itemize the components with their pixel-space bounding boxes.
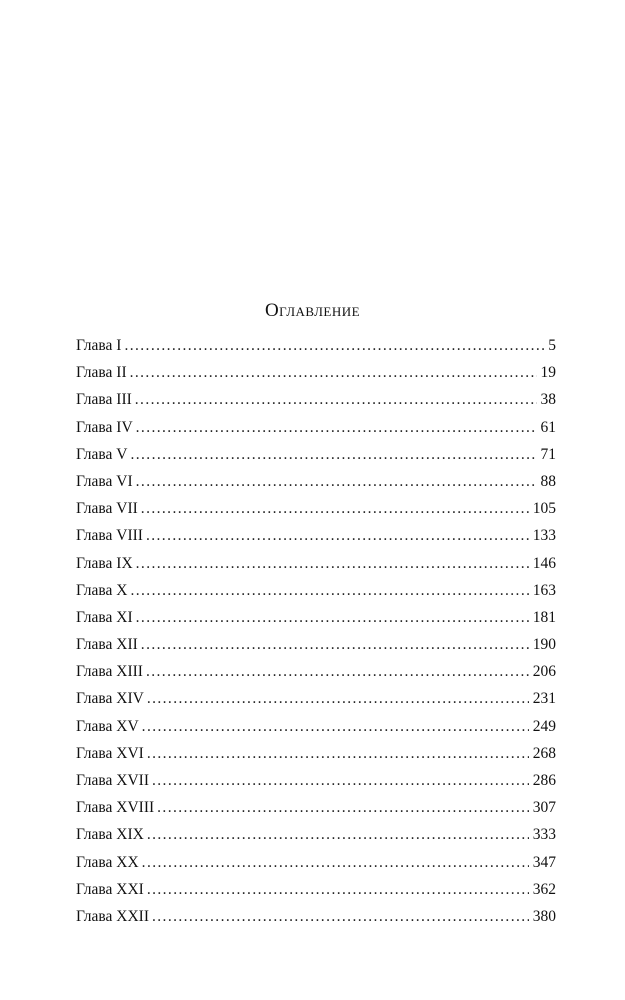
toc-entry-label: Глава VII — [76, 500, 138, 518]
toc-entry-page: 380 — [532, 907, 556, 925]
toc-entry-label: Глава X — [76, 581, 128, 599]
toc-entry-page: 88 — [540, 472, 556, 490]
toc-entry-label: Глава V — [76, 445, 128, 463]
toc-entry-label: Глава XXI — [76, 880, 144, 898]
toc-entry-label: Глава XVI — [76, 744, 144, 762]
toc-entry[interactable] — [76, 550, 556, 577]
dot-leader — [136, 550, 529, 577]
toc-entry-page: 181 — [532, 608, 556, 626]
toc-entry[interactable] — [76, 522, 556, 549]
toc-entry[interactable] — [76, 386, 556, 413]
dot-leader — [152, 767, 529, 794]
toc-entry-page: 286 — [532, 772, 556, 789]
toc-entry[interactable] — [76, 849, 556, 876]
dot-leader — [130, 577, 528, 604]
dot-leader — [147, 740, 529, 767]
toc-entry-page: 268 — [532, 744, 556, 762]
toc-entry-label: Глава XVII — [76, 772, 149, 789]
toc-entry-page: 190 — [532, 636, 556, 654]
toc-entry-page: 307 — [532, 799, 556, 817]
toc-entry-label: Глава XII — [76, 636, 138, 654]
toc-entry[interactable] — [76, 604, 556, 631]
toc-entry[interactable] — [76, 685, 556, 712]
toc-entry-page: 61 — [540, 418, 556, 436]
dot-leader — [136, 414, 537, 441]
toc-entry-label: Глава XXII — [76, 907, 149, 925]
toc-entry-label: Глава I — [76, 337, 122, 354]
toc-entry-page: 347 — [532, 853, 556, 871]
toc-entry-page: 206 — [532, 663, 556, 681]
toc-entry-page: 19 — [540, 364, 556, 382]
toc-entry-page: 105 — [532, 500, 556, 518]
dot-leader — [147, 821, 529, 848]
toc-entry-label: Глава XIV — [76, 690, 144, 708]
toc-entry[interactable] — [76, 577, 556, 604]
toc-heading: Оглавление — [264, 300, 361, 321]
toc-entry[interactable] — [76, 876, 556, 903]
toc-entry-page: 71 — [540, 445, 556, 463]
toc-entry[interactable] — [76, 903, 556, 930]
toc-entry-page: 38 — [540, 391, 556, 409]
toc-entry-label: Глава VIII — [76, 527, 143, 545]
toc-entry[interactable] — [76, 495, 556, 522]
toc-entry-page: 163 — [532, 581, 556, 599]
toc-entry-label: Глава IX — [76, 554, 133, 572]
toc-entry-label: Глава XIII — [76, 663, 143, 681]
toc-entry[interactable] — [76, 359, 556, 386]
toc-entry-label: Глава IV — [76, 418, 133, 436]
dot-leader — [142, 849, 529, 876]
toc-entry[interactable] — [76, 658, 556, 685]
toc-entry[interactable] — [76, 713, 556, 740]
toc-entry[interactable] — [76, 767, 556, 794]
toc-entry-page: 333 — [532, 826, 556, 844]
toc-entry[interactable] — [76, 441, 556, 468]
toc-entry-label: Глава XIX — [76, 826, 144, 844]
dot-leader — [147, 876, 529, 903]
toc-entry[interactable] — [76, 414, 556, 441]
toc-entry[interactable] — [76, 631, 556, 658]
toc-entry-page: 133 — [532, 527, 556, 545]
dot-leader — [146, 522, 529, 549]
toc-entry[interactable] — [76, 468, 556, 495]
dot-leader — [157, 794, 529, 821]
toc-entry-label: Глава XI — [76, 608, 133, 626]
dot-leader — [136, 604, 529, 631]
toc-entry-label: Глава III — [76, 391, 132, 409]
toc-entry-label: Глава XV — [76, 717, 139, 735]
toc-entry[interactable] — [76, 821, 556, 848]
dot-leader — [136, 468, 537, 495]
dot-leader — [152, 903, 529, 930]
dot-leader — [130, 441, 536, 468]
table-of-contents — [76, 332, 556, 930]
toc-entry-label: Глава XX — [76, 853, 139, 871]
dot-leader — [146, 658, 529, 685]
toc-entry-page: 146 — [532, 554, 556, 572]
toc-entry[interactable] — [76, 332, 556, 359]
toc-entry-page: 5 — [548, 337, 556, 354]
toc-entry-label: Глава II — [76, 364, 127, 382]
toc-entry[interactable] — [76, 794, 556, 821]
toc-entry-label: Глава XVIII — [76, 799, 155, 817]
dot-leader — [141, 495, 529, 522]
toc-entry[interactable] — [76, 740, 556, 767]
dot-leader — [147, 685, 529, 712]
toc-entry-page: 249 — [532, 717, 556, 735]
toc-entry-page: 231 — [532, 690, 556, 708]
dot-leader — [130, 359, 537, 386]
toc-entry-label: Глава VI — [76, 472, 133, 490]
dot-leader — [141, 631, 529, 658]
dot-leader — [135, 386, 537, 413]
dot-leader — [124, 332, 544, 359]
dot-leader — [142, 713, 529, 740]
toc-entry-page: 362 — [532, 880, 556, 898]
